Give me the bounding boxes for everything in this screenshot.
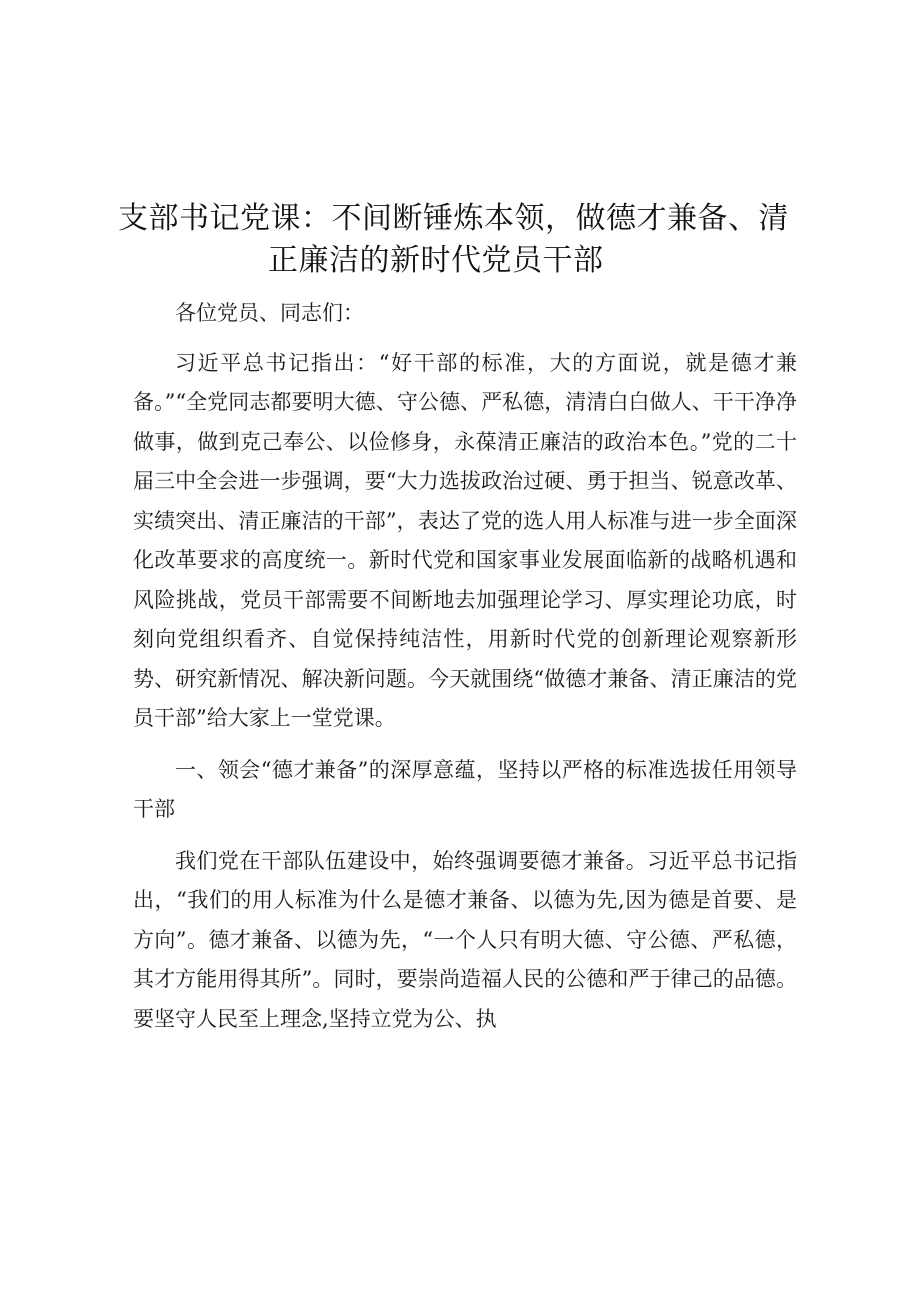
title-line-2: 正廉洁的新时代党员干部 xyxy=(268,243,604,278)
intro-paragraph: 习近平总书记指出：“好干部的标准，大的方面说，就是德才兼备。”“全党同志都要明大德、守公德、严私德，清清白白做人、干干净净做事，做到克己奉公、以俭修身，永葆清正廉洁的政治本色。”党的二十届三中全会进一步强调，要“大力选拔政治过硬、勇于担当、锐意改革、实绩突出、清正廉洁的干部”，表达了党的选人用人标准与进一步全面深化改革要求的高度统一。新时代党和国家事业发展面临新的战略机遇和风险挑战，党员干部需要不间断地去加强理论学习、厚实理论功底，时刻向党组织看齐、自觉保持纯洁性，用新时代党的创新理论观察新形势、研究新情况、解决新问题。今天就围绕“做德才兼备、清正廉洁的党员干部”给大家上一堂党课。 xyxy=(133,350,797,730)
greeting: 各位党员、同志们： xyxy=(175,301,364,325)
document-title xyxy=(118,198,808,282)
section-paragraph: 我们党在干部队伍建设中，始终强调要德才兼备。习近平总书记指出，“我们的用人标准为什么是德才兼备、以德为先,因为德是首要、是方向”。德才兼备、以德为先，“一个人只有明大德、守公德、严私德，其才方能用得其所”。同时，要崇尚造福人民的公德和严于律己的品德。要坚守人民至上理念,坚持立党为公、执 xyxy=(133,848,797,1031)
document-body xyxy=(133,294,797,1039)
section-heading: 一、领会“德才兼备”的深厚意蕴，坚持以严格的标准选拔任用领导干部 xyxy=(133,757,797,821)
title-line-1: 支部书记党课：不间断锤炼本领，做德才兼备、清 xyxy=(118,201,789,236)
